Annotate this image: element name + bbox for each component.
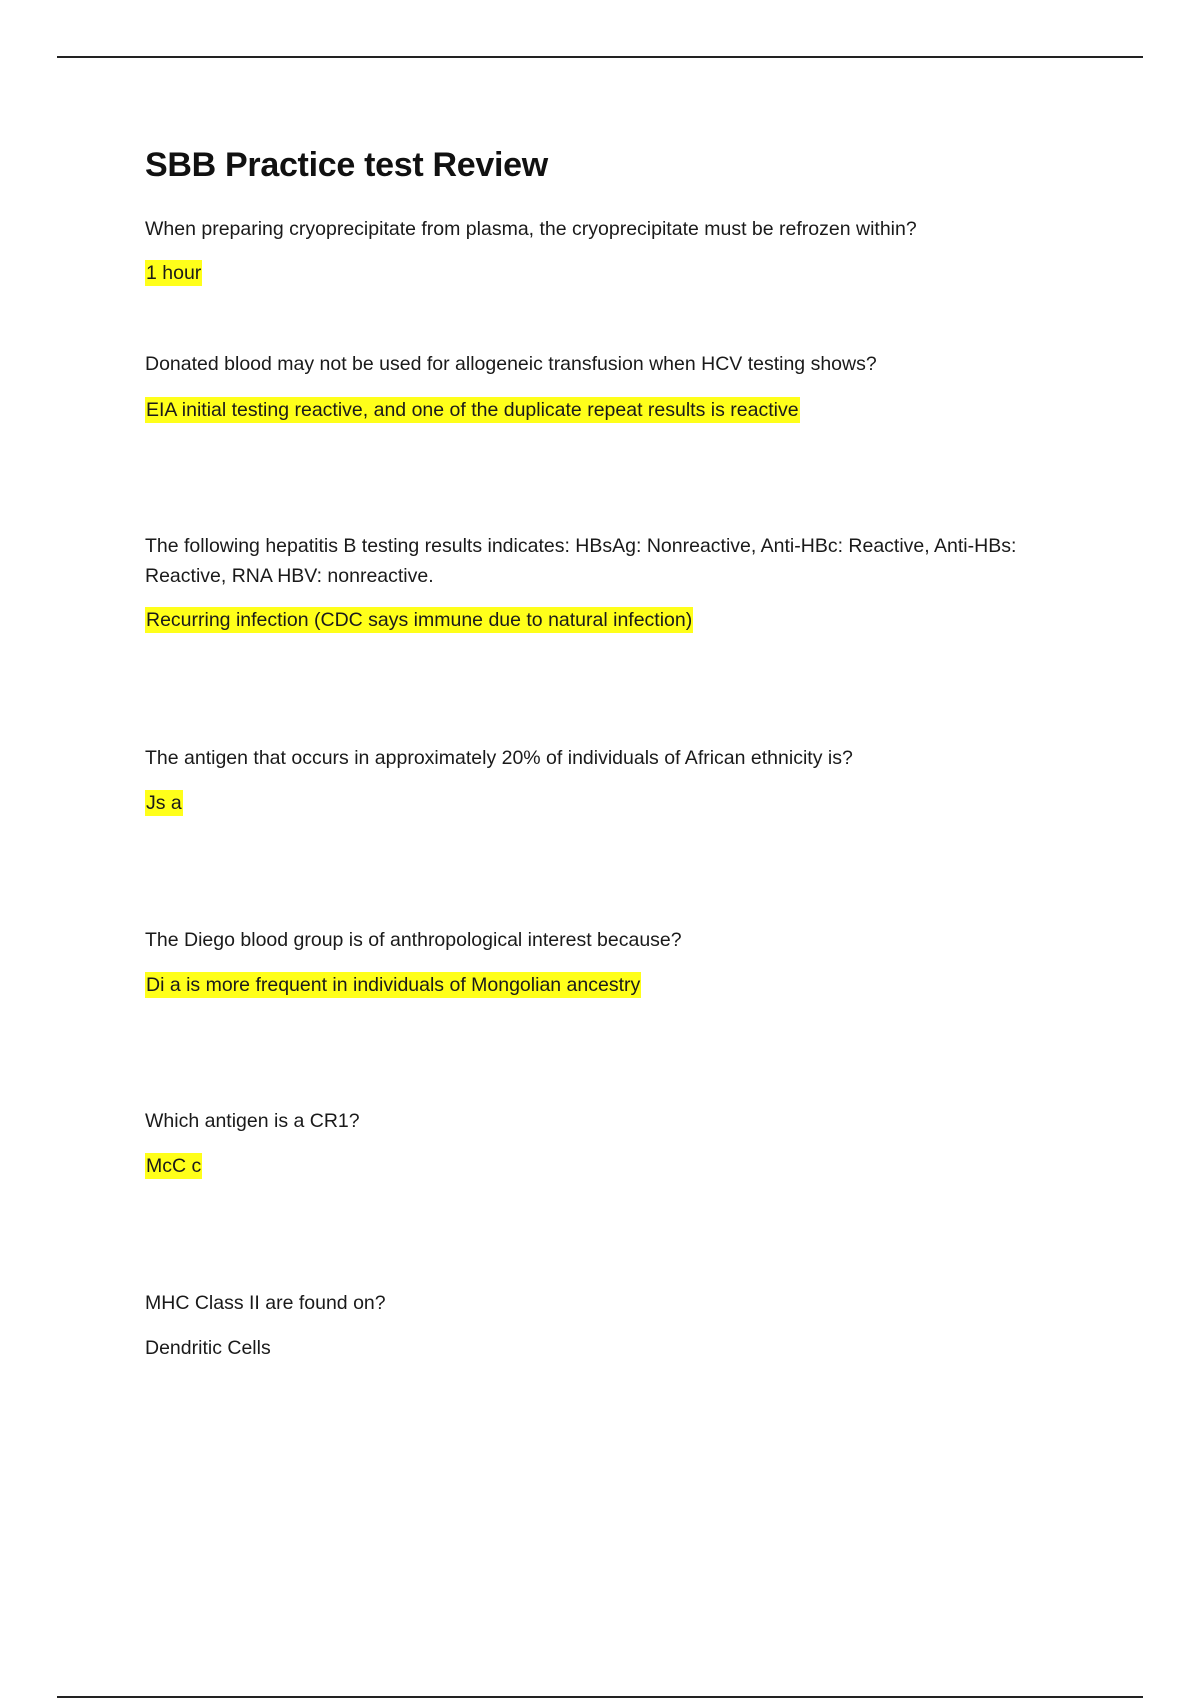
answer-6-highlight: McC c [146, 1155, 202, 1177]
answer-1 [145, 258, 202, 288]
question-5: The Diego blood group is of anthropological interest because? [145, 929, 682, 951]
question-2: Donated blood may not be used for allogeneic transfusion when HCV testing shows? [145, 353, 877, 375]
top-rule [57, 56, 1143, 58]
bottom-rule [57, 1696, 1143, 1698]
answer-5 [145, 970, 641, 1000]
answer-2 [145, 395, 800, 425]
answer-4 [145, 788, 183, 818]
answer-3 [145, 605, 693, 635]
answer-1-highlight: 1 hour [146, 262, 202, 284]
question-4: The antigen that occurs in approximately 20% of individuals of African ethnicity is? [145, 747, 853, 769]
answer-4-highlight: Js a [146, 792, 182, 814]
question-3: The following hepatitis B testing results indicates: HBsAg: Nonreactive, Anti-HBc: Reactive, Anti-HBs: Reactive, RNA HBV: nonreactive. [145, 535, 1017, 587]
answer-5-highlight: Di a is more frequent in individuals of Mongolian ancestry [146, 974, 641, 996]
question-6: Which antigen is a CR1? [145, 1110, 360, 1132]
answer-3-highlight: Recurring infection (CDC says immune due to natural infection) [146, 609, 693, 631]
answer-7 [145, 1333, 271, 1363]
answer-7-text: Dendritic Cells [145, 1337, 271, 1359]
question-1: When preparing cryoprecipitate from plasma, the cryoprecipitate must be refrozen within? [145, 218, 917, 240]
document-title: SBB Practice test Review [145, 146, 548, 184]
answer-2-highlight: EIA initial testing reactive, and one of the duplicate repeat results is reactive [146, 399, 799, 421]
question-7: MHC Class II are found on? [145, 1292, 386, 1314]
answer-6 [145, 1151, 202, 1181]
